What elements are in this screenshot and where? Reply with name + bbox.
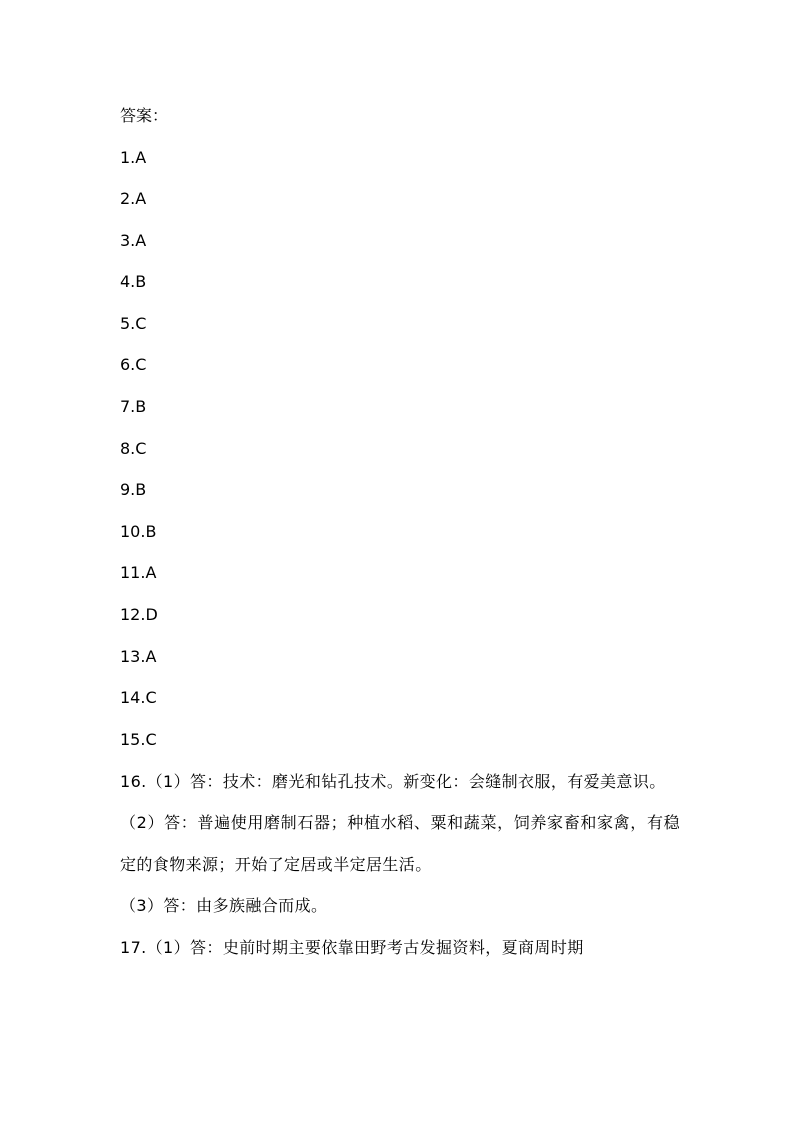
answer-key [120,104,680,968]
answer-item-4: 4.B [120,272,147,292]
answer-item-8: 8.C [120,438,147,458]
question-16-part-2: （2）答：普遍使用磨制石器；种植水稻、粟和蔬菜，饲养家畜和家禽，有稳定的食物来源；开始了定居或半定居生活。 [120,813,680,874]
answer-item-12: 12.D [120,605,158,625]
answer-item-14: 14.C [120,688,157,708]
answer-item-3: 3.A [120,230,147,250]
question-16-part-1: 16.（1）答：技术：磨光和钻孔技术。新变化：会缝制衣服，有爱美意识。 [120,771,666,791]
answer-heading: 答案： [120,106,169,125]
answer-item-10: 10.B [120,521,157,541]
answer-item-6: 6.C [120,355,147,375]
answer-item-5: 5.C [120,313,147,333]
answer-item-9: 9.B [120,480,147,500]
question-17-part-1: 17.（1）答：史前时期主要依靠田野考古发掘资料，夏商周时期 [120,937,584,957]
answer-item-7: 7.B [120,397,147,417]
question-16-part-3: （3）答：由多族融合而成。 [120,896,328,916]
answer-item-11: 11.A [120,563,157,583]
answer-item-15: 15.C [120,729,157,749]
answer-item-2: 2.A [120,189,147,209]
answer-item-13: 13.A [120,646,157,666]
answer-item-1: 1.A [120,147,147,167]
